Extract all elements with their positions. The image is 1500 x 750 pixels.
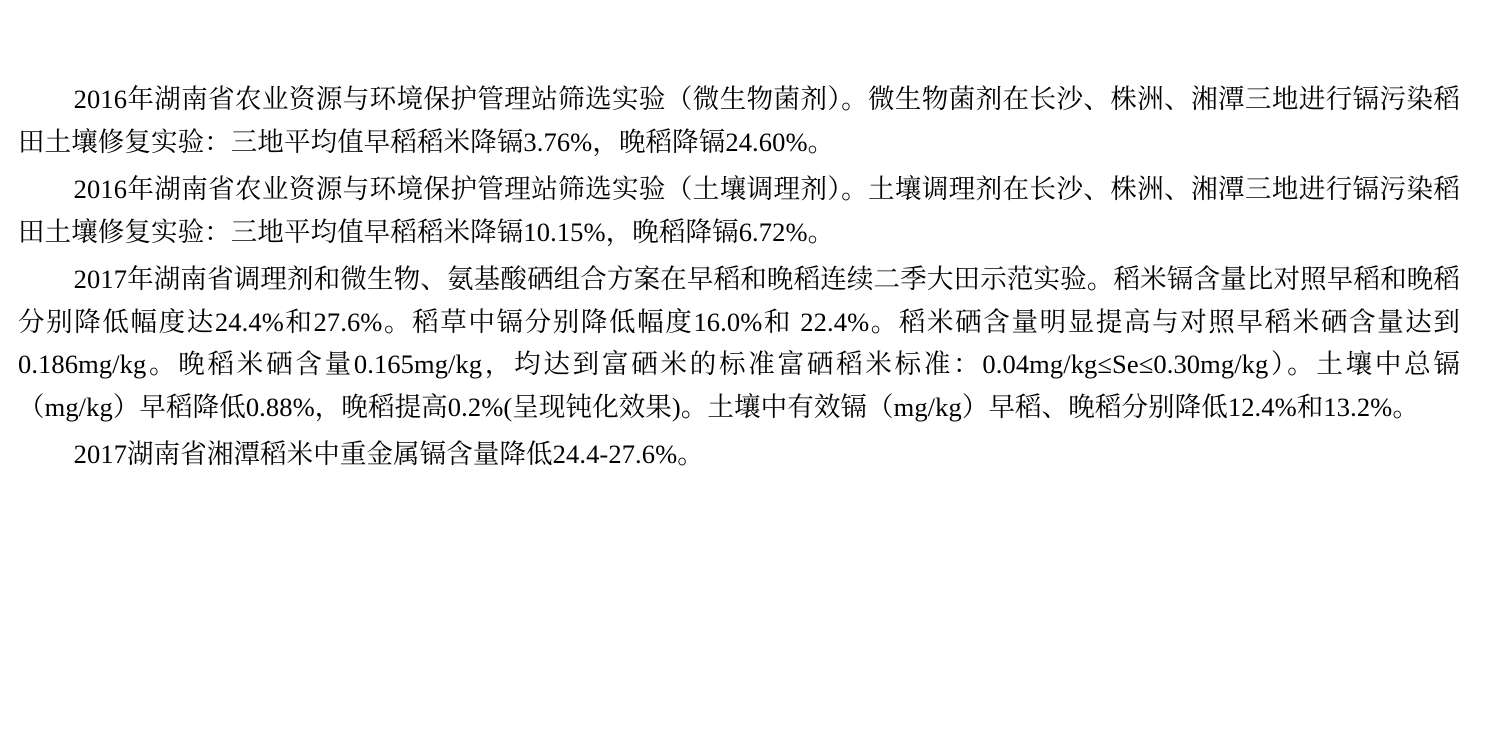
paragraph: 2016年湖南省农业资源与环境保护管理站筛选实验（微生物菌剂）。微生物菌剂在长沙、株洲、湘潭三地进行镉污染稻田土壤修复实验：三地平均值早稻稻米降镉3.76%，晚稻降镉24.60%。	[18, 84, 1460, 157]
paragraph: 2017湖南省湘潭稻米中重金属镉含量降低24.4-27.6%。	[73, 439, 704, 470]
paragraph: 2016年湖南省农业资源与环境保护管理站筛选实验（土壤调理剂）。土壤调理剂在长沙、株洲、湘潭三地进行镉污染稻田土壤修复实验：三地平均值早稻稻米降镉10.15%，晚稻降镉6.72%。	[18, 173, 1460, 247]
paragraph: 2017年湖南省调理剂和微生物、氨基酸硒组合方案在早稻和晚稻连续二季大田示范实验。稻米镉含量比对照早稻和晚稻分别降低幅度达24.4%和27.6%。稻草中镉分别降低幅度16.0%和 22.4%。稻米硒含量明显提高与对照早稻米硒含量达到0.186mg/kg。晚稻米硒含量0.165mg/kg，均达到富硒米的标准富硒稻米标准：0.04mg/kg≤Se≤0.30mg/kg）。土壤中总镉（mg/kg）早稻降低0.88%，晚稻提高0.2%(呈现钝化效果)。土壤中有效镉（mg/kg）早稻、晚稻分别降低12.4%和13.2%。	[18, 263, 1460, 423]
document-body	[18, 78, 1460, 476]
